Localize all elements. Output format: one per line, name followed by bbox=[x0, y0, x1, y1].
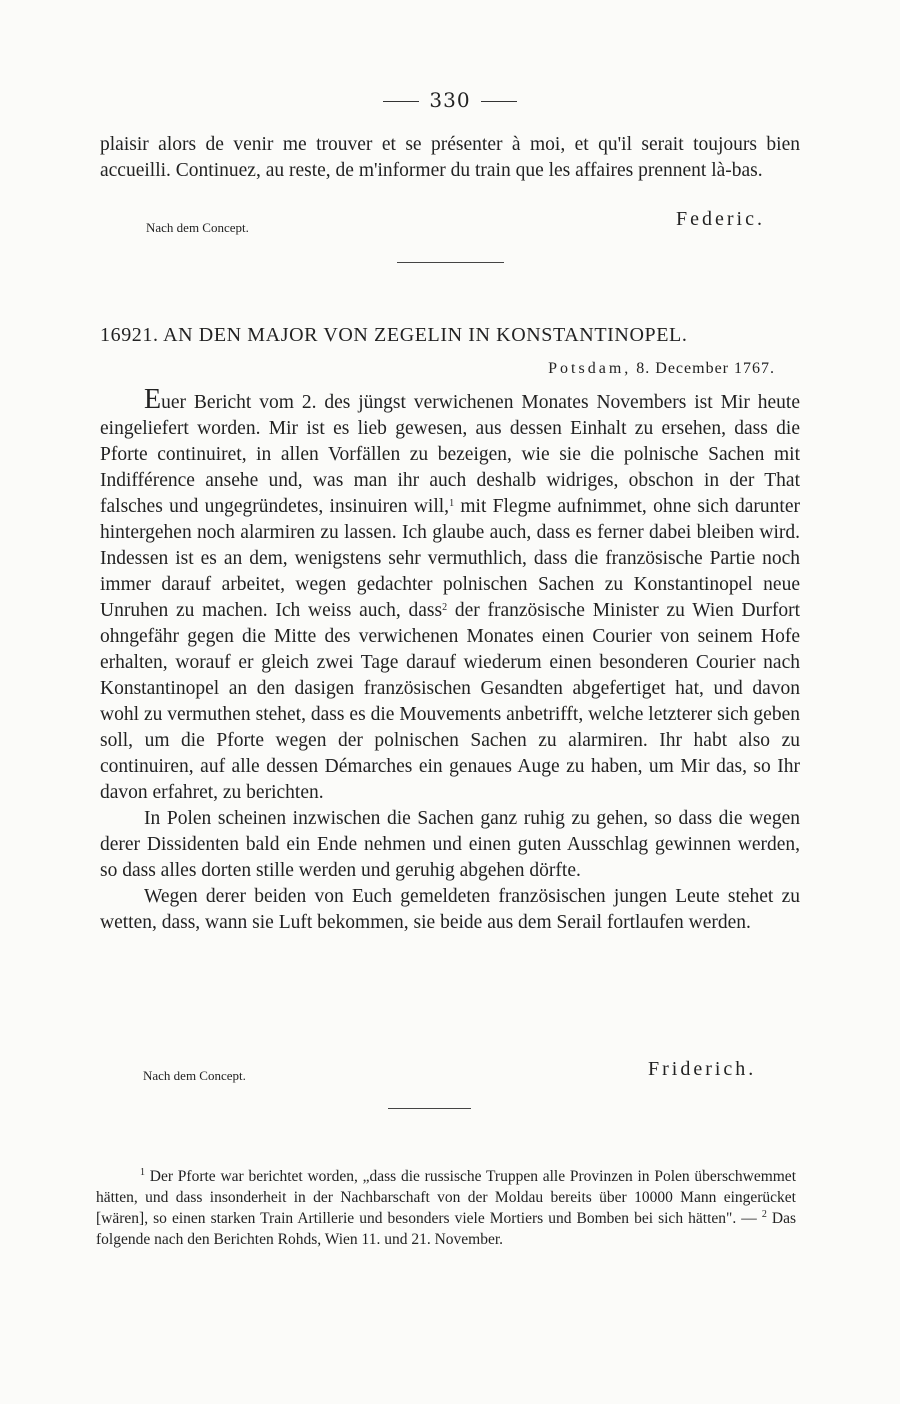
letter-place: Potsdam, bbox=[548, 360, 632, 377]
letter-paragraph-2: In Polen scheinen inzwischen die Sachen ganz ruhig zu gehen, so dass die wegen derer Dissidenten bald ein Ende nehmen und einen guten Ausschlag gewinnen werden, so dass alles dorten stille werden und geruhig abgehen dörfte. bbox=[100, 808, 800, 881]
letter-place-date bbox=[548, 360, 775, 378]
footnote-2-mark: 2 bbox=[761, 1209, 767, 1220]
footnote-1-text: Der Pforte war berichtet worden, „dass die russische Truppen alle Provinzen in Polen überschwemmet hätten, und dass insonderheit in der Nachbarschaft von der Moldau bereits über 10000 Mann eingerücket [wären], so einen starken Train Artillerie und besonders viele Mortiers und Bomben bei sich hätten". — bbox=[96, 1168, 796, 1227]
letter-heading bbox=[100, 324, 800, 347]
page-header bbox=[0, 88, 900, 112]
page-number: 330 bbox=[429, 88, 471, 112]
footnote-block bbox=[96, 1166, 796, 1250]
letter-source: Nach dem Concept. bbox=[143, 1068, 246, 1083]
letter-paragraph-1: Euer Bericht vom 2. des jüngst verwichenen Monates Novembers ist Mir heute eingeliefert worden. Mir ist es lieb gewesen, aus dessen Einhalt zu ersehen, dass die Pforte continuiret, in allen Vorfällen zu bezeigen, wie sie die polnische Sachen mit Indifférence ansehe und, was man ihr auch deshalb widriges, obschon in der That falsches und ungegründetes, insinuiren will,$^1$ mit Flegme aufnimmet, ohne sich darunter hintergehen noch alarmiren zu lassen. Ich glaube auch, dass es ferner dabei bleiben wird. Indessen ist es an dem, wenigstens sehr vermuthlich, dass die französische Partie noch immer darauf arbeitet, wegen gedachter polnischen Sachen zu Konstantinopel neue Unruhen zu machen. Ich weiss auch, dass$^2$ der französische Minister zu Wien Durfort ohngefähr gegen die Mitte des verwichenen Monates einen Courier von seinem Hofe erhalten, worauf er gleich zwei Tage darauf wiederum einen besonderen Courier nach Konstantinopel an den dasigen französischen Gesandten abgefertiget hat, und davon wohl zu vermuthen stehet, dass es die Mouvements anbetrifft, welche letzterer sich geben soll, um die Pforte wegen der polnischen Sachen zu alarmiren. Ihr habt also zu continuiren, auf alle dessen Démarches ein genaues Auge zu haben, um Mir das, so Ihr davon erfahret, zu berichten. bbox=[100, 384, 800, 803]
letter-body bbox=[100, 384, 800, 936]
header-dash-left bbox=[383, 101, 419, 102]
initial-letter: E bbox=[144, 384, 162, 415]
footnotes bbox=[96, 1166, 796, 1250]
previous-letter-signature: Federic. bbox=[676, 208, 765, 230]
header-dash-right bbox=[481, 101, 517, 102]
previous-letter-source: Nach dem Concept. bbox=[146, 220, 249, 235]
section-divider bbox=[397, 262, 504, 263]
footnote-ref-2: 2 bbox=[442, 602, 448, 613]
letter-signature: Friderich. bbox=[648, 1058, 757, 1080]
letter-paragraph-3: Wegen derer beiden von Euch gemeldeten französischen jungen Leute stehet zu wetten, dass, wann sie Luft bekommen, sie beide aus dem Serail fortlaufen werden. bbox=[100, 886, 800, 933]
previous-letter-text: plaisir alors de venir me trouver et se présenter à moi, et qu'il serait toujours bien accueilli. Continuez, au reste, de m'informer du train que les affaires prennent là-bas. bbox=[100, 134, 800, 181]
letter-title: AN DEN MAJOR VON ZEGELIN IN KONSTANTINOPEL. bbox=[163, 324, 688, 346]
footnote-ref-1: 1 bbox=[449, 498, 455, 509]
footnote-2-text: Das folgende nach den Berichten Rohds, Wien 11. und 21. November. bbox=[96, 1210, 796, 1248]
previous-letter-ending bbox=[100, 132, 800, 184]
letter-number: 16921. bbox=[100, 324, 159, 346]
letter-date: 8. December 1767. bbox=[636, 360, 775, 377]
footnote-1-mark: 1 bbox=[140, 1167, 145, 1178]
footnote-divider bbox=[388, 1108, 471, 1109]
